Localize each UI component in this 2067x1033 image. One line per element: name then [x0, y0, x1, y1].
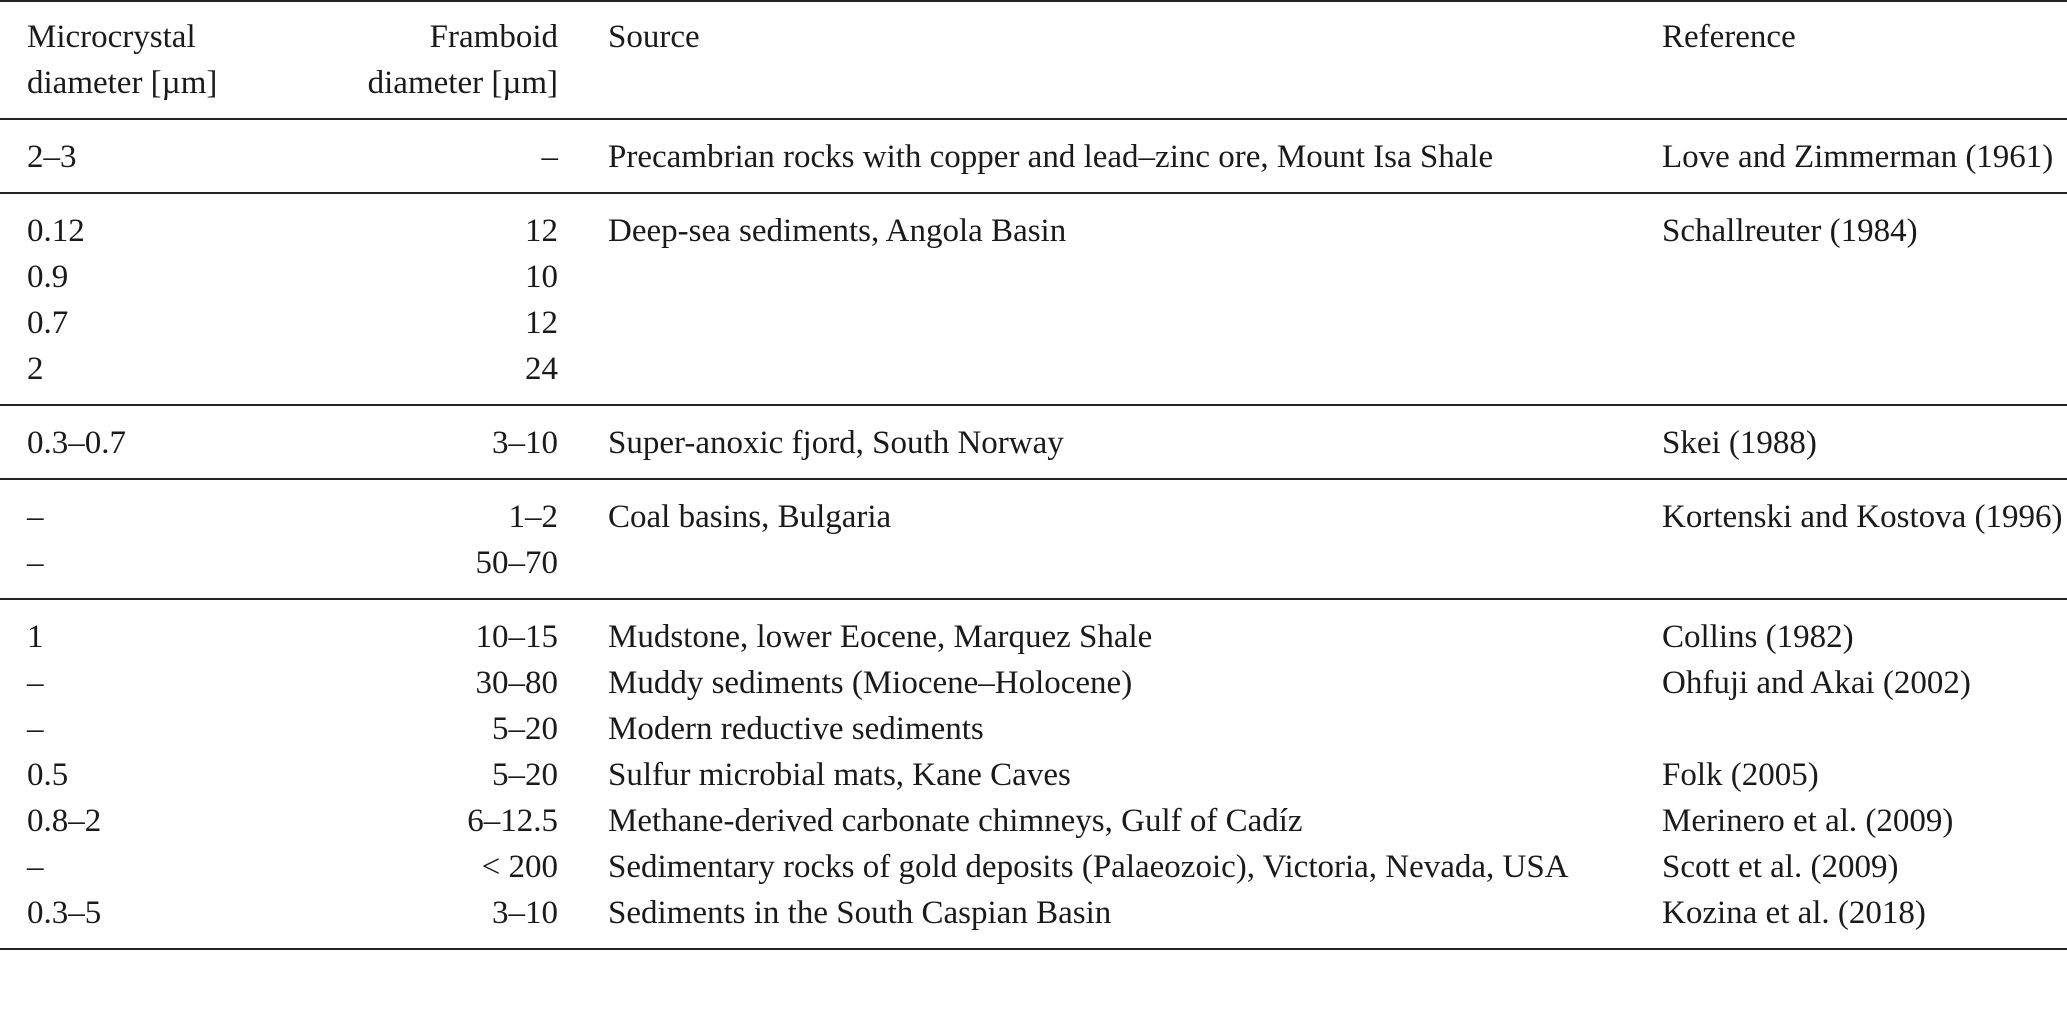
cell-microcrystal: – [27, 711, 44, 747]
cell-reference [1612, 300, 2067, 346]
cell-microcrystal: 2 [27, 351, 44, 387]
cell-source [558, 540, 1612, 599]
cell-reference: Folk (2005) [1662, 757, 1819, 793]
cell-reference [1612, 254, 2067, 300]
cell-source: Mudstone, lower Eocene, Marquez Shale [608, 619, 1153, 655]
table-row [0, 599, 2067, 660]
cell-framboid: – [541, 139, 558, 175]
cell-framboid: < 200 [481, 849, 558, 885]
cell-source: Sediments in the South Caspian Basin [608, 895, 1112, 931]
table-row [0, 660, 2067, 706]
table-group [0, 599, 2067, 949]
cell-framboid: 50–70 [475, 545, 558, 581]
cell-framboid: 12 [525, 305, 558, 341]
cell-microcrystal: 0.7 [27, 305, 69, 341]
table-row [0, 254, 2067, 300]
cell-framboid: 5–20 [492, 757, 558, 793]
cell-source: Sedimentary rocks of gold deposits (Palaeozoic), Victoria, Nevada, USA [608, 849, 1569, 885]
cell-framboid: 24 [525, 351, 558, 387]
cell-microcrystal: 0.9 [27, 259, 69, 295]
cell-source [558, 300, 1612, 346]
header-micro-line2: diameter [µm] [27, 65, 218, 101]
cell-framboid: 30–80 [475, 665, 558, 701]
cell-framboid: 12 [525, 213, 558, 249]
cell-reference: Love and Zimmerman (1961) [1662, 139, 2054, 175]
table-row [0, 540, 2067, 599]
table-row [0, 479, 2067, 540]
cell-microcrystal: 0.5 [27, 757, 69, 793]
header-framboid-diameter [337, 1, 558, 119]
table-group [0, 479, 2067, 599]
cell-source: Muddy sediments (Miocene–Holocene) [608, 665, 1133, 701]
table-header [0, 1, 2067, 119]
cell-microcrystal: 1 [27, 619, 44, 655]
cell-source [558, 254, 1612, 300]
header-microcrystal-diameter [0, 1, 337, 119]
cell-framboid: 10 [525, 259, 558, 295]
cell-reference: Kozina et al. (2018) [1662, 895, 1926, 931]
table-row [0, 890, 2067, 949]
cell-microcrystal: 0.12 [27, 213, 85, 249]
header-row [0, 1, 2067, 119]
cell-reference: Scott et al. (2009) [1662, 849, 1899, 885]
cell-framboid: 5–20 [492, 711, 558, 747]
cell-reference: Kortenski and Kostova (1996) [1662, 499, 2063, 535]
table-row [0, 119, 2067, 193]
header-fram-line2: diameter [µm] [367, 65, 558, 101]
cell-source: Precambrian rocks with copper and lead–zinc ore, Mount Isa Shale [608, 139, 1494, 175]
header-source: Source [608, 19, 700, 55]
table-row [0, 346, 2067, 405]
cell-source: Modern reductive sediments [608, 711, 984, 747]
cell-framboid: 1–2 [508, 499, 558, 535]
cell-source: Methane-derived carbonate chimneys, Gulf of Cadíz [608, 803, 1303, 839]
cell-microcrystal: – [27, 499, 44, 535]
cell-source: Deep-sea sediments, Angola Basin [608, 213, 1067, 249]
header-fram-line1: Framboid [429, 19, 558, 55]
table-row [0, 752, 2067, 798]
header-micro-line1: Microcrystal [27, 19, 196, 55]
cell-reference [1612, 706, 2067, 752]
cell-source [558, 346, 1612, 405]
cell-reference [1612, 346, 2067, 405]
cell-reference: Skei (1988) [1662, 425, 1817, 461]
cell-microcrystal: 0.3–5 [27, 895, 102, 931]
cell-source: Coal basins, Bulgaria [608, 499, 892, 535]
cell-framboid: 10–15 [475, 619, 558, 655]
cell-framboid: 3–10 [492, 895, 558, 931]
cell-reference: Collins (1982) [1662, 619, 1854, 655]
cell-source: Sulfur microbial mats, Kane Caves [608, 757, 1071, 793]
table-row [0, 798, 2067, 844]
cell-reference: Schallreuter (1984) [1662, 213, 1918, 249]
table-group [0, 405, 2067, 479]
header-reference: Reference [1662, 19, 1796, 55]
table-row [0, 706, 2067, 752]
table-row [0, 405, 2067, 479]
cell-microcrystal: 0.8–2 [27, 803, 102, 839]
table-row [0, 844, 2067, 890]
table-group [0, 119, 2067, 193]
cell-reference: Merinero et al. (2009) [1662, 803, 1954, 839]
table-row [0, 300, 2067, 346]
cell-microcrystal: 0.3–0.7 [27, 425, 126, 461]
cell-microcrystal: 2–3 [27, 139, 77, 175]
cell-microcrystal: – [27, 665, 44, 701]
table-group [0, 193, 2067, 405]
cell-source: Super-anoxic fjord, South Norway [608, 425, 1064, 461]
cell-reference: Ohfuji and Akai (2002) [1662, 665, 1971, 701]
cell-framboid: 3–10 [492, 425, 558, 461]
cell-microcrystal: – [27, 849, 44, 885]
table-row [0, 193, 2067, 254]
cell-framboid: 6–12.5 [467, 803, 558, 839]
cell-reference [1612, 540, 2067, 599]
cell-microcrystal: – [27, 545, 44, 581]
